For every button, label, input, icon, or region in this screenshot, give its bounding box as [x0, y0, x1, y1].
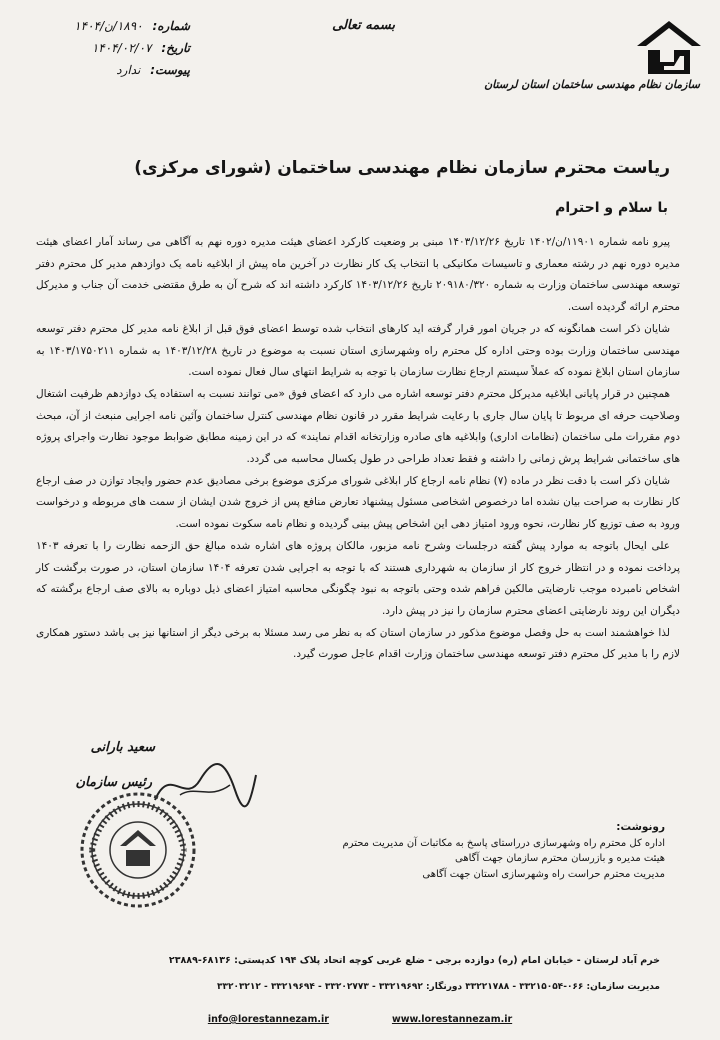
- body-paragraph: همچنین در قرار پایانی ابلاغیه مدیرکل محترم دفتر توسعه اشاره می دارد که اعضای فوق «می توانند نسبت به استفاده یک دوازدهم ظرفیت اشتغال وصلاحیت حرفه ای مربوط تا پایان سال جاری با رعایت شرایط مقرر در قانون نظام مهندسی کنترل ساختمان وآئین نامه اجرایی منبعث از آن، مبحث دوم مقررات ملی ساختمان (نظامات اداری) وابلاغیه های صادره وزارتخانه اقدام نمایند» که در این زمینه مطابق ضوابط موجود نظارت واجرای پروژه های ساختمانی شرایط پرش زمانی را داشته و فقط تعداد طراحی در طول یکسال محاسبه می گردد.: [36, 387, 680, 466]
- body-paragraph: شایان ذکر است با دقت نظر در ماده (۷) نظام نامه ارجاع کار ابلاغی شورای مرکزی موضوع برخی مصادیق عدم حضور وایجاد توازن در صف ارجاع کار نظارت به صراحت بیان نشده اما درخصوص اشخاصی مسئول پیشنهاد تعارض منافع پس از خروج شدن ایشان از سمت های مربوطه و درخواست ورود به صف توزیع کار نظارت، نحوه ورود امتیاز دهی این اشخاص پیش بینی گردیده و نظام نامه سکوت نموده است.: [36, 474, 680, 531]
- org-name: سازمان نظام مهندسی ساختمان استان لرستان: [484, 78, 700, 91]
- body-paragraph: علی ایحال باتوجه به موارد پیش گفته درجلسات وشرح نامه مزبور، مالکان پروژه های اشاره شده مبالغ حق الزحمه نظارت را با تعرفه ۱۴۰۳ پرداخت نموده و در انتظار خروج کار از سازمان به شهرداری هستند که با توجه به اجرایی شدن تعرفه ۱۴۰۴ سازمان استان، در صورت برگشت کار اشخاص نامبرده موجب نارضایتی مالکین فراهم شده وحتی باتوجه به نبود چگونگی محاسبه امتیاز اعضای ذیل دوباره به بالای صف ارجاع برگشته که دیگران این روند نارضایتی اعضای محترم سازمان را نیز در پیش دارد.: [36, 539, 681, 617]
- meta-value: ۱۴۰۴/۰۲/۰۷: [91, 41, 152, 55]
- cc-item: هیئت مدیره و بازرسان محترم سازمان جهت آگاهی: [455, 853, 665, 864]
- meta-attachment: [30, 59, 190, 81]
- meta-value: ندارد: [116, 63, 141, 77]
- body-paragraph: پیرو نامه شماره ۱۱۹۰۱/ن/۱۴۰۲ تاریخ ۱۴۰۳/۱۲/۲۶ مبنی بر وضعیت کارکرد اعضای هیئت مدیره دوره نهم به آگاهی می رساند آمار اعضای هیئت مدیره دوره نهم در رشته معماری و تاسیسات مکانیکی با انتخاب یک کار نظارت در آخرین ماه پیش از ابلاغیه نامه یک دوازدهم مدیر کل محترم دفتر توسعه مهندسی ساختمان وزارت به شماره ۲۰۹۱۸۰/۳۲۰ تاریخ ۱۴۰۳/۱۲/۲۶ کارکرد داشته اند که شرح آن به طرق مقتضی خدمت آن جناب و مدیرکل محترم ارائه گردیده است.: [36, 236, 680, 314]
- basmala: بسمه تعالی: [332, 18, 395, 33]
- signer-title: رئیس سازمان: [75, 775, 152, 790]
- cc-title: رونوشت:: [616, 821, 665, 833]
- footer-phones: مدیریت سازمان: ۰۶۶-۳۳۲۱۵۰۵۴ - ۳۳۲۲۱۷۸۸ دورنگار: ۳۳۲۱۹۶۹۲ - ۳۳۲۰۲۷۷۳ - ۳۳۲۱۹۶۹۴ - ۳۳۲۰۳۲۱۲: [216, 982, 660, 992]
- cc-item: مدیریت محترم حراست راه وشهرسازی استان جهت آگاهی: [422, 868, 665, 880]
- footer-email[interactable]: info@lorestannezam.ir: [207, 1014, 329, 1025]
- footer-website[interactable]: www.lorestannezam.ir: [391, 1014, 513, 1025]
- body-paragraph: لذا خواهشمند است به حل وفصل موضوع مذکور در سازمان استان که به نظر می رسد مسئلا به برخی دیگر از استانها نیز بی باشد دستور همکاری لازم را با مدیر کل محترم دفتر توسعه مهندسی ساختمان وزارت اقدام عاجل صورت گیرد.: [36, 626, 680, 661]
- meta-label: تاریخ:: [161, 41, 190, 55]
- signer-name: سعید بارانی: [90, 740, 155, 755]
- org-logo: [634, 18, 704, 82]
- meta-value: ۱۸۹۰/ن/۱۴۰۴: [74, 19, 143, 33]
- recipient: ریاست محترم سازمان نظام مهندسی ساختمان (شورای مرکزی): [134, 158, 670, 178]
- body-paragraph: شایان ذکر است همانگونه که در جریان امور قرار گرفته اید کارهای انتخاب شده توسط اعضای فوق قبل از ابلاغ نامه مدیر کل محترم دفتر توسعه مهندسی ساختمان وزارت بوده وحتی اداره کل محترم راه وشهرسازی استان نسبت به موضوع در تاریخ ۱۴۰۳/۱۲/۲۸ به شماره ۱۴۰۳/۱۷۵۰۲۱۱ به سازمان استان ابلاغ نموده که عملاً سیستم ارجاع نظارت سازمان با توجه به شرایط انتهای سال فعال نموده است.: [36, 322, 680, 379]
- meta-label: پیوست:: [150, 63, 190, 77]
- meta-date: [30, 37, 190, 59]
- official-seal: [78, 790, 198, 910]
- greeting: با سلام و احترام: [555, 200, 668, 216]
- meta-label: شماره:: [152, 19, 190, 33]
- letter-body: [36, 232, 680, 666]
- cc-item: اداره کل محترم راه وشهرسازی درراستای پاسخ به مکاتبات آن مدیریت محترم: [342, 837, 665, 849]
- meta-number: [30, 15, 190, 37]
- cc-block: [342, 820, 665, 882]
- footer-address: خرم آباد لرستان - خیابان امام (ره) دوازده برجی - ضلع غربی کوچه اتحاد پلاک ۱۹۴ کدپستی: ۶۸۱۳۶-۲۳۸۸۹: [168, 955, 660, 966]
- footer-links: [0, 1014, 720, 1025]
- letter-meta: [30, 15, 190, 81]
